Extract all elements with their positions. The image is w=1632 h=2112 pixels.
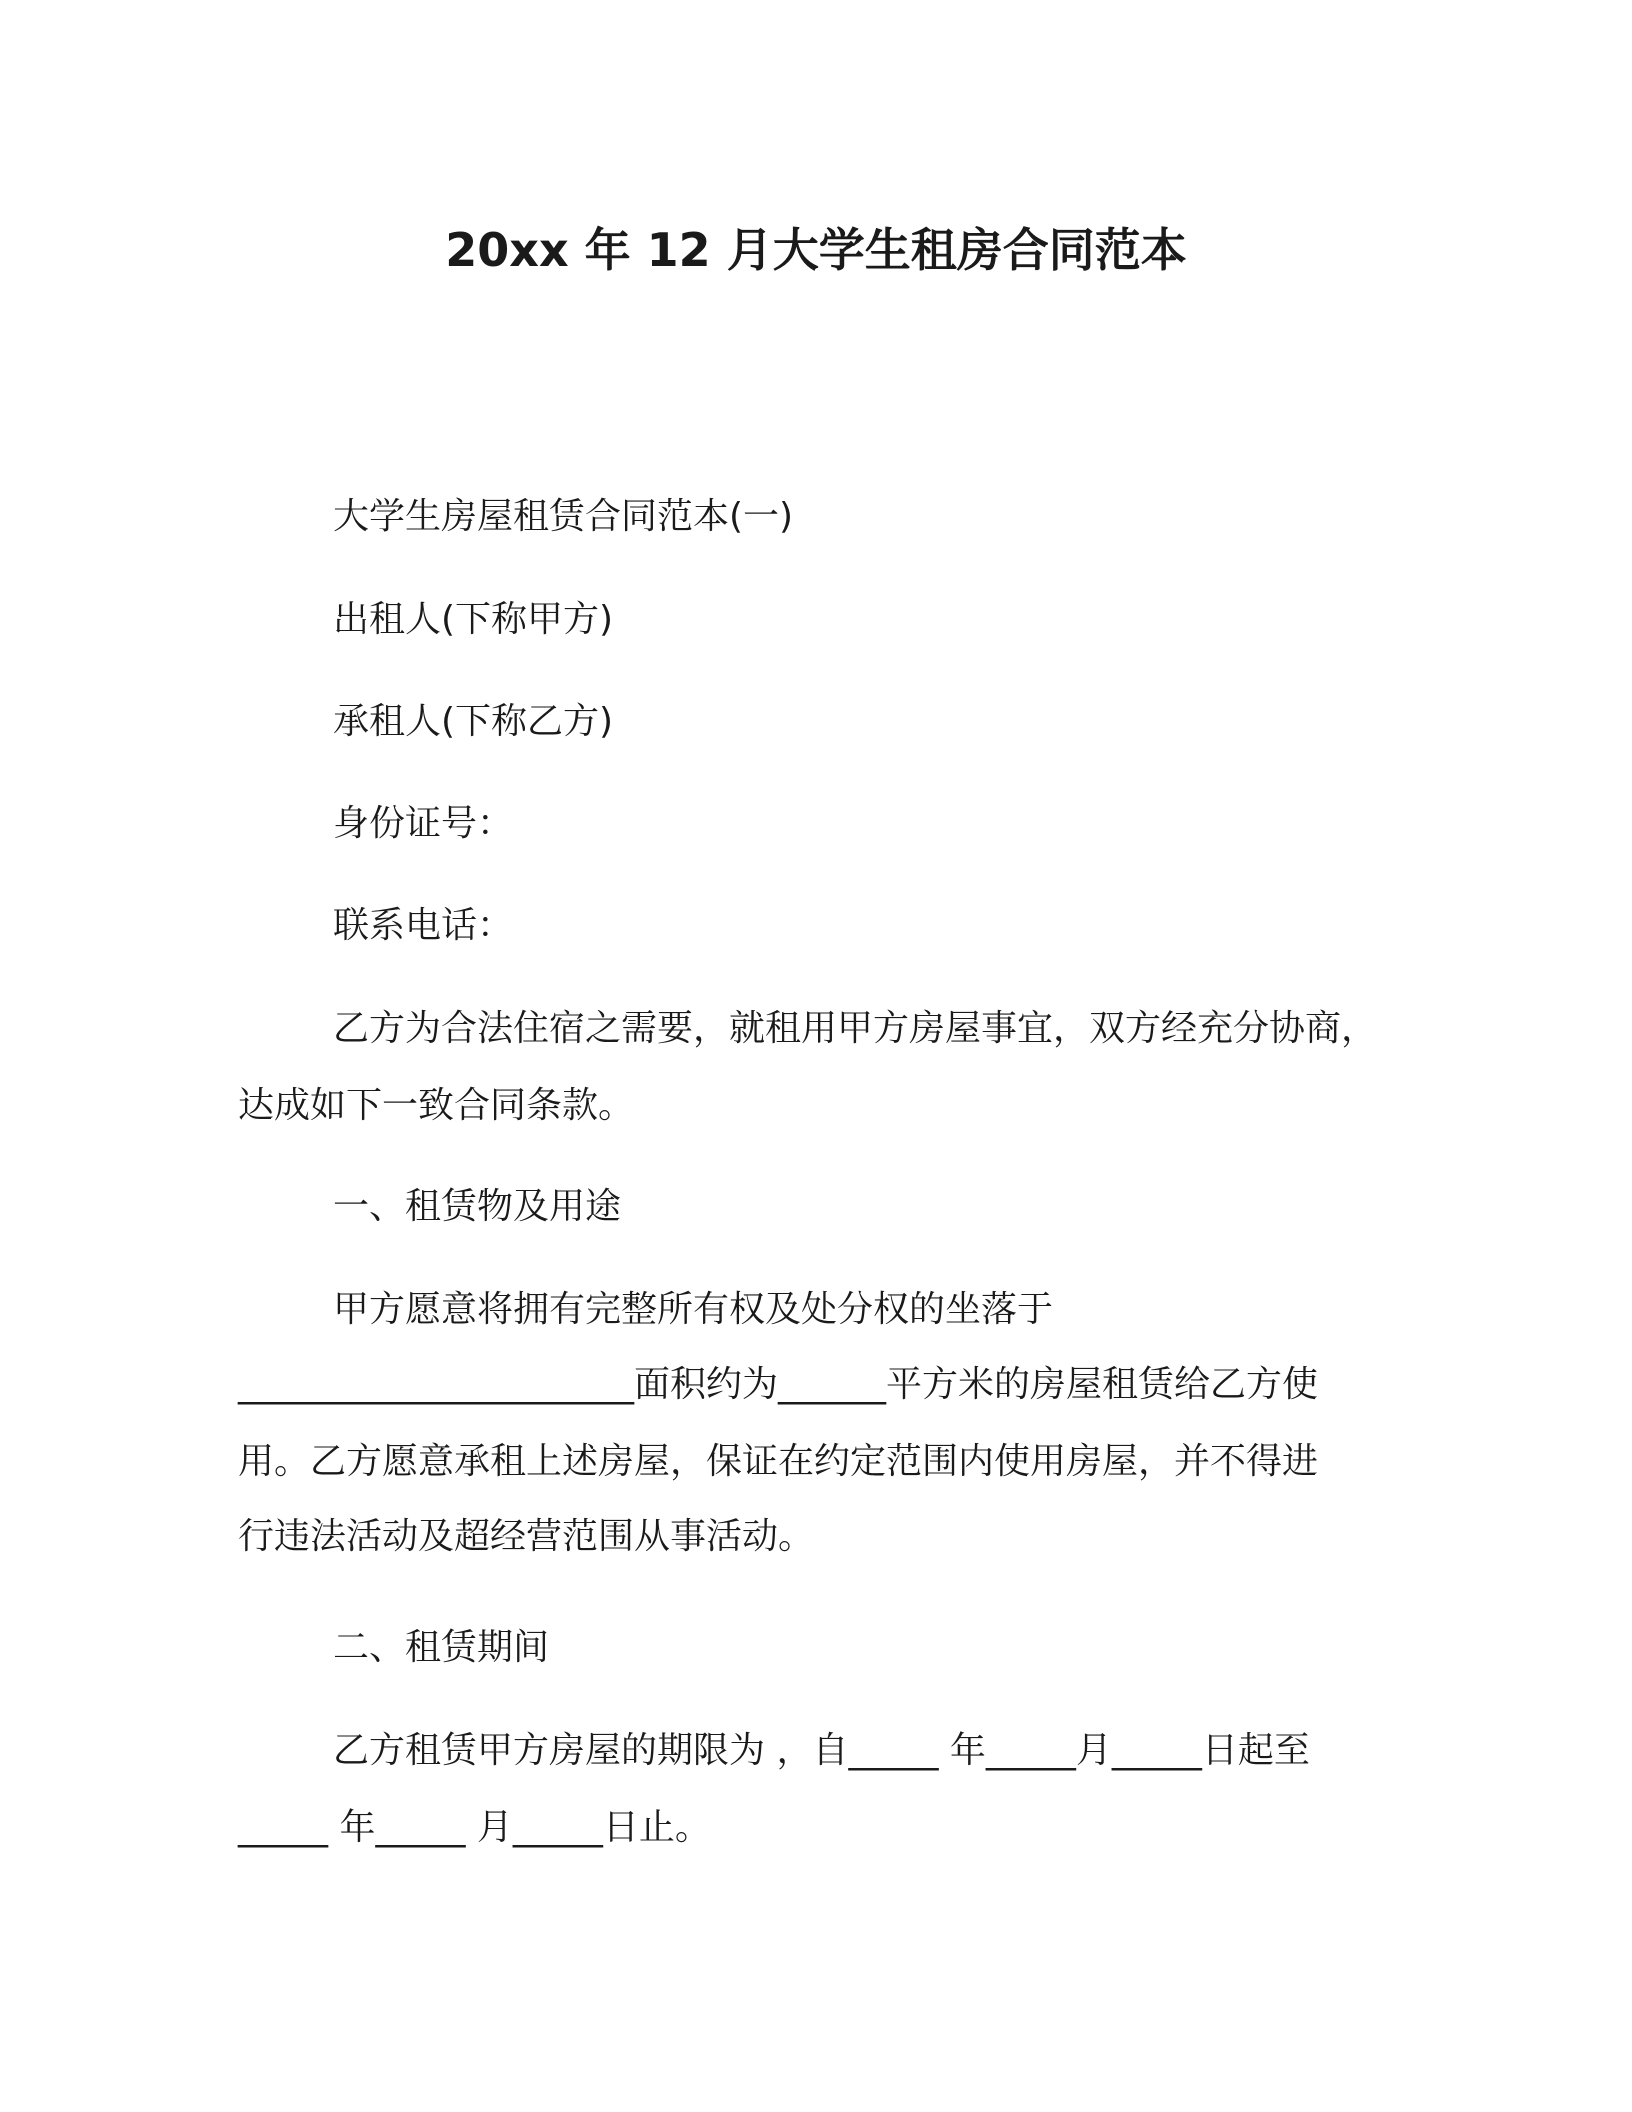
lease-object-paragraph-line: 行违法活动及超经营范围从事活动。 [238,1516,815,1557]
lease-period-paragraph-line: _____ 年_____ 月_____日止。 [238,1807,711,1848]
id-number-line: 身份证号： [333,803,514,844]
section-heading-lease-object: 一、租赁物及用途 [333,1186,622,1227]
lessor-line: 出租人(下称甲方) [333,599,614,640]
section-heading-contract-one: 大学生房屋租赁合同范本(一) [333,496,794,537]
preamble-paragraph-line: 达成如下一致合同条款。 [238,1085,635,1126]
phone-line: 联系电话： [333,905,514,946]
lease-period-paragraph-line: 乙方租赁甲方房屋的期限为 ，自_____ 年_____月_____日起至 [333,1730,1310,1771]
lease-object-paragraph-line: 用。乙方愿意承租上述房屋，保证在约定范围内使用房屋，并不得进 [238,1441,1319,1482]
preamble-paragraph-line: 乙方为合法住宿之需要，就租用甲方房屋事宜，双方经充分协商， [333,1008,1378,1049]
lease-object-paragraph-line: ______________________面积约为______平方米的房屋租赁给乙方使 [238,1364,1319,1405]
section-heading-lease-period: 二、租赁期间 [333,1627,550,1668]
lease-object-paragraph-line: 甲方愿意将拥有完整所有权及处分权的坐落于 [333,1289,1054,1330]
document-title: 20xx 年 12 月大学生租房合同范本 [445,223,1187,277]
lessee-line: 承租人(下称乙方) [333,701,614,742]
